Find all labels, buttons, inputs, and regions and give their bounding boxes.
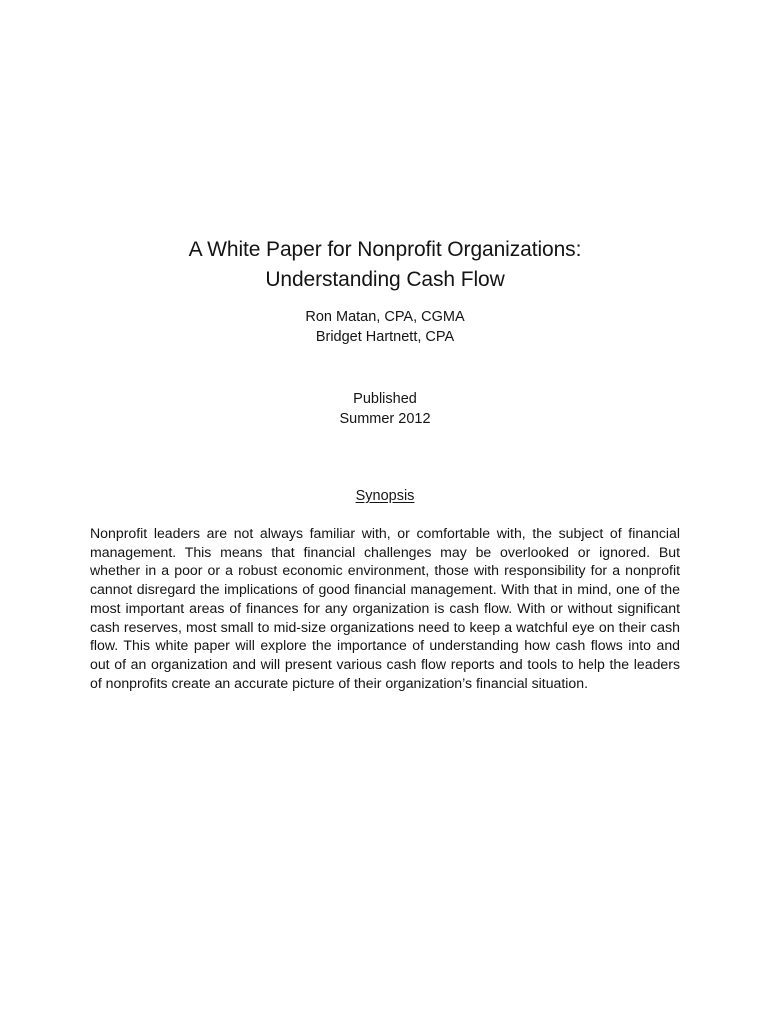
title-line-1: A White Paper for Nonprofit Organizations: (188, 238, 582, 261)
author-name: Ron Matan, CPA, CGMA (305, 309, 465, 325)
document-title (0, 235, 770, 295)
title-line-2: Understanding Cash Flow (265, 268, 505, 291)
published-date: Summer 2012 (339, 411, 431, 427)
synopsis-heading-text: Synopsis (355, 488, 415, 504)
publication-info (0, 389, 770, 429)
author-list (0, 307, 770, 347)
author-name: Bridget Hartnett, CPA (315, 329, 455, 345)
synopsis-paragraph: Nonprofit leaders are not always familiar with, or comfortable with, the subject of financial management. This means that financial challenges may be overlooked or ignored. But whether in a poor or a robust economic environment, those with responsibility for a nonprofit cannot disregard the implications of good financial management. With that in mind, one of the most important areas of finances for any organization is cash flow. With or without significant cash reserves, most small to mid-size organizations need to keep a watchful eye on their cash flow. This white paper will explore the importance of understanding how cash flows into and out of an organization and will present various cash flow reports and tools to help the leaders of nonprofits create an accurate picture of their organization’s financial situation. (90, 525, 680, 691)
published-label: Published (353, 391, 417, 407)
synopsis-heading (0, 486, 770, 506)
